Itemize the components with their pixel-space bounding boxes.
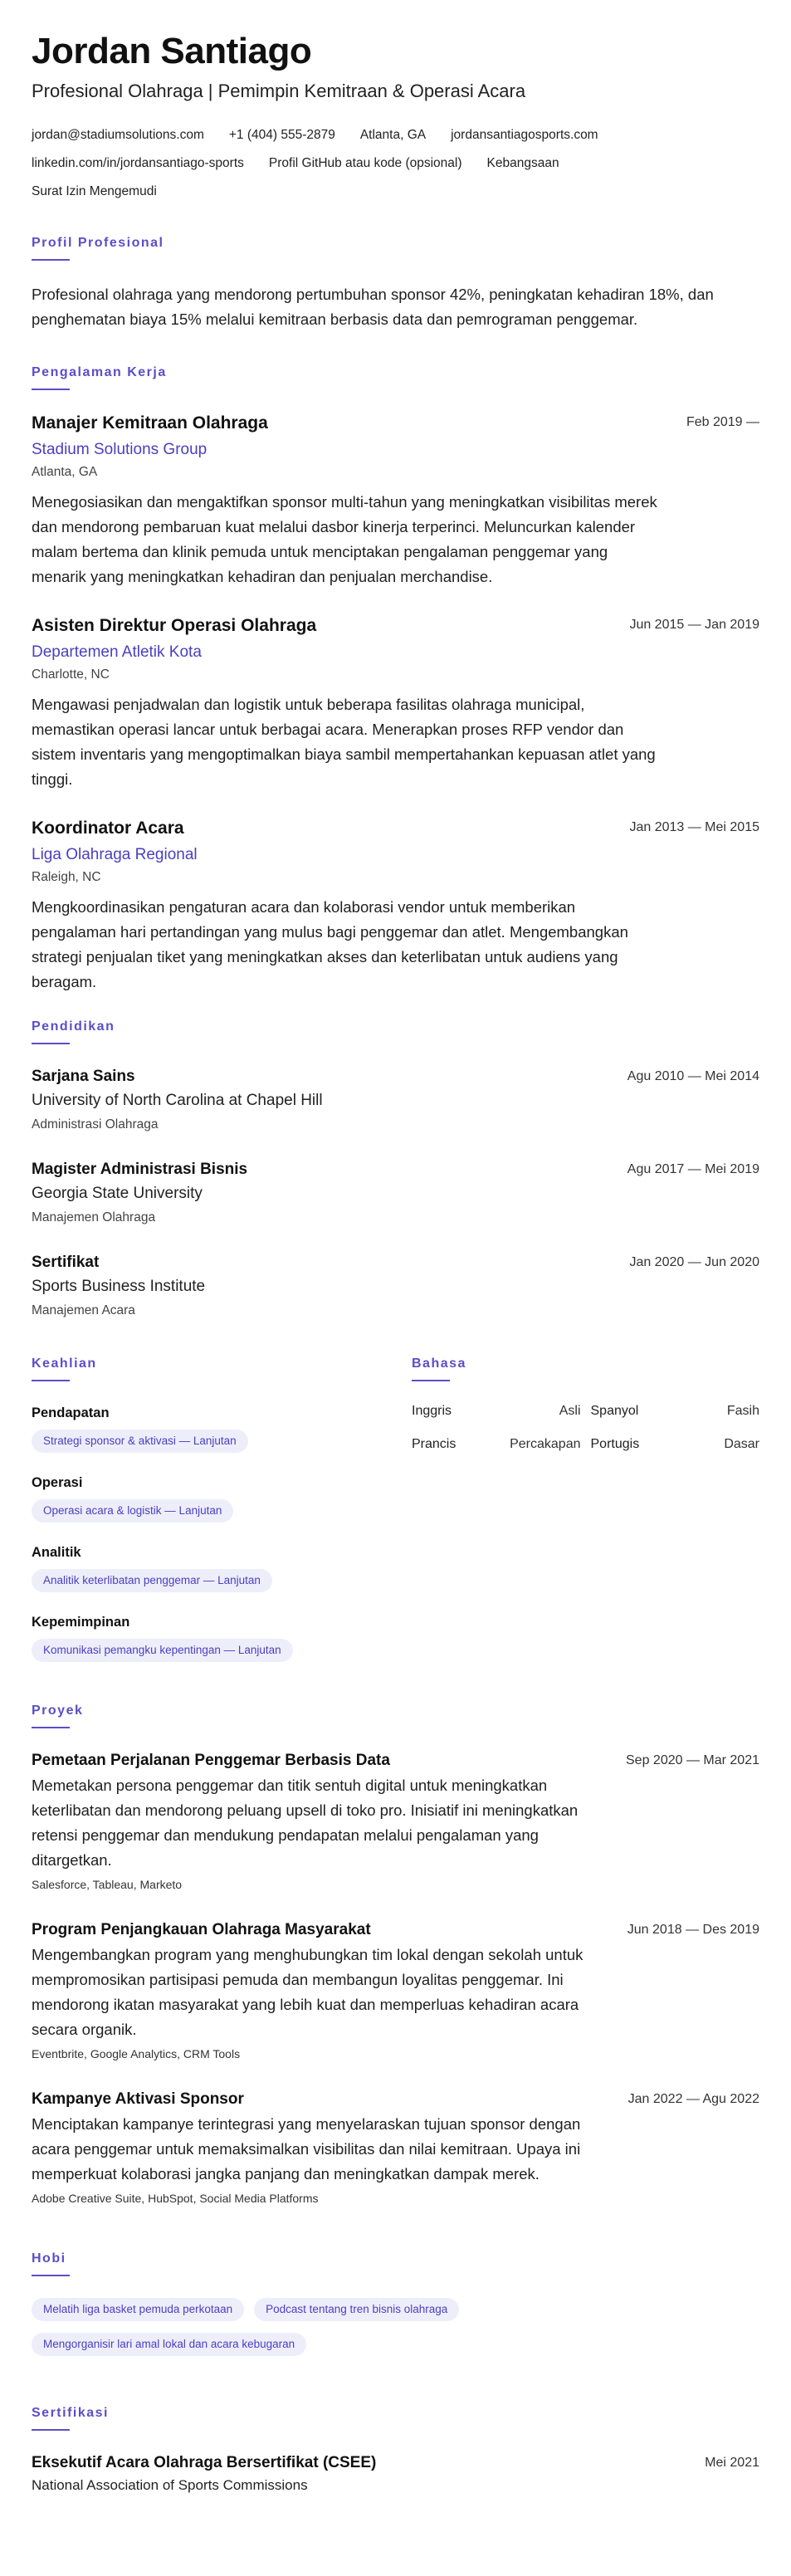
job-company: Liga Olahraga Regional: [32, 846, 198, 863]
section-divider: [32, 2429, 70, 2431]
language-item: [412, 1436, 581, 1453]
skill-category: Analitik: [32, 1545, 81, 1560]
language-level: Fasih: [726, 1404, 759, 1418]
skill-group: [32, 1473, 412, 1523]
contact-phone[interactable]: +1 (404) 555-2879: [228, 128, 335, 142]
language-level: Percakapan: [510, 1437, 581, 1451]
certification-item: [32, 2452, 759, 2495]
section-divider: [32, 1380, 70, 1381]
certifications-section: [32, 2406, 759, 2495]
education-dates: Jan 2020 — Jun 2020: [629, 1255, 759, 1269]
skill-chip: Operasi acara & logistik — Lanjutan: [32, 1499, 233, 1523]
section-title-projects: Proyek: [32, 1703, 84, 1718]
section-title-education: Pendidikan: [32, 1019, 115, 1034]
resume-header: [32, 30, 759, 206]
skill-group: [32, 1403, 412, 1453]
experience-item: [32, 817, 759, 995]
contact-linkedin[interactable]: linkedin.com/in/jordansantiago-sports: [32, 156, 244, 170]
education-field: Manajemen Acara: [32, 1303, 135, 1317]
job-location: Charlotte, NC: [32, 667, 110, 682]
language-name: Spanyol: [590, 1404, 639, 1418]
summary-section: [32, 236, 759, 332]
project-dates: Jun 2018 — Des 2019: [627, 1923, 759, 1937]
job-description: Menegosiasikan dan mengaktifkan sponsor multi-tahun yang meningkatkan visibilitas merek dan mendorong pembaruan kuat melalui dasbor kinerja terperinci. Meluncurkan kalender malam bertema dan klinik pemuda untuk menciptakan pengalaman penggemar yang menarik yang meningkatkan kehadiran dan penjualan merchandise.: [32, 493, 657, 585]
certification-issuer: National Association of Sports Commissions: [32, 2477, 308, 2493]
project-item: [32, 1919, 759, 2062]
skill-group: [32, 1542, 412, 1592]
education-dates: Agu 2010 — Mei 2014: [627, 1069, 759, 1083]
language-item: [591, 1436, 760, 1453]
project-item: [32, 1750, 759, 1893]
education-school: Georgia State University: [32, 1185, 203, 1202]
experience-section: [32, 365, 759, 995]
job-title: Manajer Kemitraan Olahraga: [32, 413, 268, 433]
section-title-languages: Bahasa: [412, 1356, 466, 1371]
experience-item: [32, 412, 759, 589]
language-level: Dasar: [724, 1437, 759, 1451]
project-description: Menciptakan kampanye terintegrasi yang menyelaraskan tujuan sponsor dengan acara penggemar untuk memaksimalkan visibilitas dan nilai kemitraan. Upaya ini memperkuat kolaborasi jangka panjang dan meningkatkan dampak merek.: [32, 2115, 581, 2183]
project-dates: Sep 2020 — Mar 2021: [626, 1753, 759, 1767]
job-dates: Jun 2015 — Jan 2019: [629, 618, 759, 632]
languages-section: [412, 1356, 759, 1662]
contact-license: Surat Izin Mengemudi: [32, 184, 157, 198]
education-item: [32, 1159, 759, 1227]
projects-section: [32, 1703, 759, 2207]
section-divider: [32, 389, 70, 390]
hobby-chip: Mengorganisir lari amal lokal dan acara kebugaran: [32, 2333, 306, 2356]
skills-section: [32, 1356, 412, 1662]
job-title: Koordinator Acara: [32, 819, 184, 838]
section-divider: [412, 1380, 450, 1381]
job-title: Asisten Direktur Operasi Olahraga: [32, 616, 317, 635]
certification-name: Eksekutif Acara Olahraga Bersertifikat (CSEE): [32, 2454, 377, 2471]
education-degree: Magister Administrasi Bisnis: [32, 1161, 248, 1178]
job-company: Stadium Solutions Group: [32, 441, 208, 458]
language-list: [412, 1403, 759, 1453]
contact-email[interactable]: jordan@stadiumsolutions.com: [32, 128, 204, 142]
education-school: Sports Business Institute: [32, 1278, 206, 1295]
project-name: Kampanye Aktivasi Sponsor: [32, 2090, 244, 2108]
contact-list: [32, 121, 712, 206]
language-name: Inggris: [412, 1404, 452, 1418]
skill-category: Kepemimpinan: [32, 1615, 130, 1630]
contact-website[interactable]: jordansantiagosports.com: [451, 128, 598, 142]
project-tools: Eventbrite, Google Analytics, CRM Tools: [32, 2047, 241, 2060]
summary-text: Profesional olahraga yang mendorong pertumbuhan sponsor 42%, peningkatan kehadiran 18%, dan penghematan biaya 15% melalui kemitraan berbasis data dan pemrograman penggemar.: [32, 286, 714, 328]
job-dates: Feb 2019 —: [686, 415, 759, 429]
language-item: [412, 1403, 581, 1420]
skill-group: [32, 1612, 412, 1662]
education-field: Administrasi Olahraga: [32, 1117, 159, 1132]
hobbies-section: [32, 2251, 759, 2368]
project-tools: Salesforce, Tableau, Marketo: [32, 1878, 183, 1891]
contact-nationality: Kebangsaan: [486, 156, 559, 170]
education-section: [32, 1019, 759, 1320]
experience-item: [32, 614, 759, 792]
language-name: Prancis: [412, 1437, 457, 1451]
project-description: Mengembangkan program yang menghubungkan tim lokal dengan sekolah untuk mempromosikan partisipasi pemuda dan membangun loyalitas penggemar. Ini mendorong ikatan masyarakat yang lebih kuat dan memperluas kehadiran acara secara organik.: [32, 1946, 583, 2038]
language-item: [591, 1403, 760, 1420]
project-tools: Adobe Creative Suite, HubSpot, Social Media Platforms: [32, 2192, 319, 2205]
section-divider: [32, 1727, 70, 1728]
skill-chip: Komunikasi pemangku kepentingan — Lanjutan: [32, 1639, 293, 1662]
job-location: Raleigh, NC: [32, 870, 101, 884]
skill-category: Pendapatan: [32, 1405, 110, 1420]
hobby-chip: Podcast tentang tren bisnis olahraga: [254, 2298, 459, 2321]
education-dates: Agu 2017 — Mei 2019: [627, 1162, 759, 1176]
section-title-skills: Keahlian: [32, 1356, 97, 1371]
project-name: Pemetaan Perjalanan Penggemar Berbasis Data: [32, 1752, 390, 1769]
candidate-headline: Profesional Olahraga | Pemimpin Kemitraan & Operasi Acara: [32, 81, 526, 101]
section-title-hobbies: Hobi: [32, 2251, 66, 2266]
education-item: [32, 1252, 759, 1320]
education-item: [32, 1066, 759, 1134]
section-title-summary: Profil Profesional: [32, 236, 164, 250]
education-degree: Sertifikat: [32, 1254, 100, 1271]
certification-date: Mei 2021: [705, 2456, 759, 2470]
section-title-certifications: Sertifikasi: [32, 2406, 109, 2420]
project-description: Memetakan persona penggemar dan titik sentuh digital untuk meningkatkan keterlibatan dan mendorong peluang upsell di toko pro. Inisiatif ini meningkatkan retensi penggemar dan mendukung pendapatan melalui pengalaman yang ditargetkan.: [32, 1777, 579, 1869]
hobby-chip: Melatih liga basket pemuda perkotaan: [32, 2298, 244, 2321]
education-field: Manajemen Olahraga: [32, 1210, 156, 1224]
section-divider: [32, 259, 70, 261]
section-divider: [32, 2275, 70, 2276]
project-name: Program Penjangkauan Olahraga Masyarakat: [32, 1921, 371, 1938]
skill-chip: Strategi sponsor & aktivasi — Lanjutan: [32, 1430, 248, 1453]
job-description: Mengkoordinasikan pengaturan acara dan kolaborasi vendor untuk memberikan pengalaman hari pertandingan yang mulus bagi penggemar dan atlet. Mengembangkan strategi penjualan tiket yang meningkatkan akses dan keterlibatan untuk audiens yang beragam.: [32, 898, 628, 990]
skills-languages-row: [32, 1356, 759, 1662]
candidate-name: Jordan Santiago: [32, 31, 312, 71]
job-description: Mengawasi penjadwalan dan logistik untuk beberapa fasilitas olahraga municipal, memastikan operasi lancar untuk berbagai acara. Menerapkan proses RFP vendor dan sistem inventaris yang mengoptimalkan biaya sambil mempertahankan kepuasan atlet yang tinggi.: [32, 696, 656, 788]
job-location: Atlanta, GA: [32, 465, 98, 479]
education-degree: Sarjana Sains: [32, 1068, 135, 1085]
language-name: Portugis: [590, 1437, 640, 1451]
section-divider: [32, 1043, 70, 1044]
skill-category: Operasi: [32, 1475, 83, 1490]
job-dates: Jan 2013 — Mei 2015: [629, 820, 759, 834]
skill-chip: Analitik keterlibatan penggemar — Lanjutan: [32, 1569, 272, 1592]
contact-github[interactable]: Profil GitHub atau kode (opsional): [268, 156, 462, 170]
hobby-list: [32, 2298, 563, 2368]
contact-location: Atlanta, GA: [359, 128, 427, 142]
education-school: University of North Carolina at Chapel Hill: [32, 1092, 323, 1109]
language-level: Asli: [559, 1404, 581, 1418]
job-company: Departemen Atletik Kota: [32, 643, 202, 661]
project-item: [32, 2089, 759, 2207]
section-title-experience: Pengalaman Kerja: [32, 365, 167, 379]
project-dates: Jan 2022 — Agu 2022: [627, 2092, 759, 2106]
